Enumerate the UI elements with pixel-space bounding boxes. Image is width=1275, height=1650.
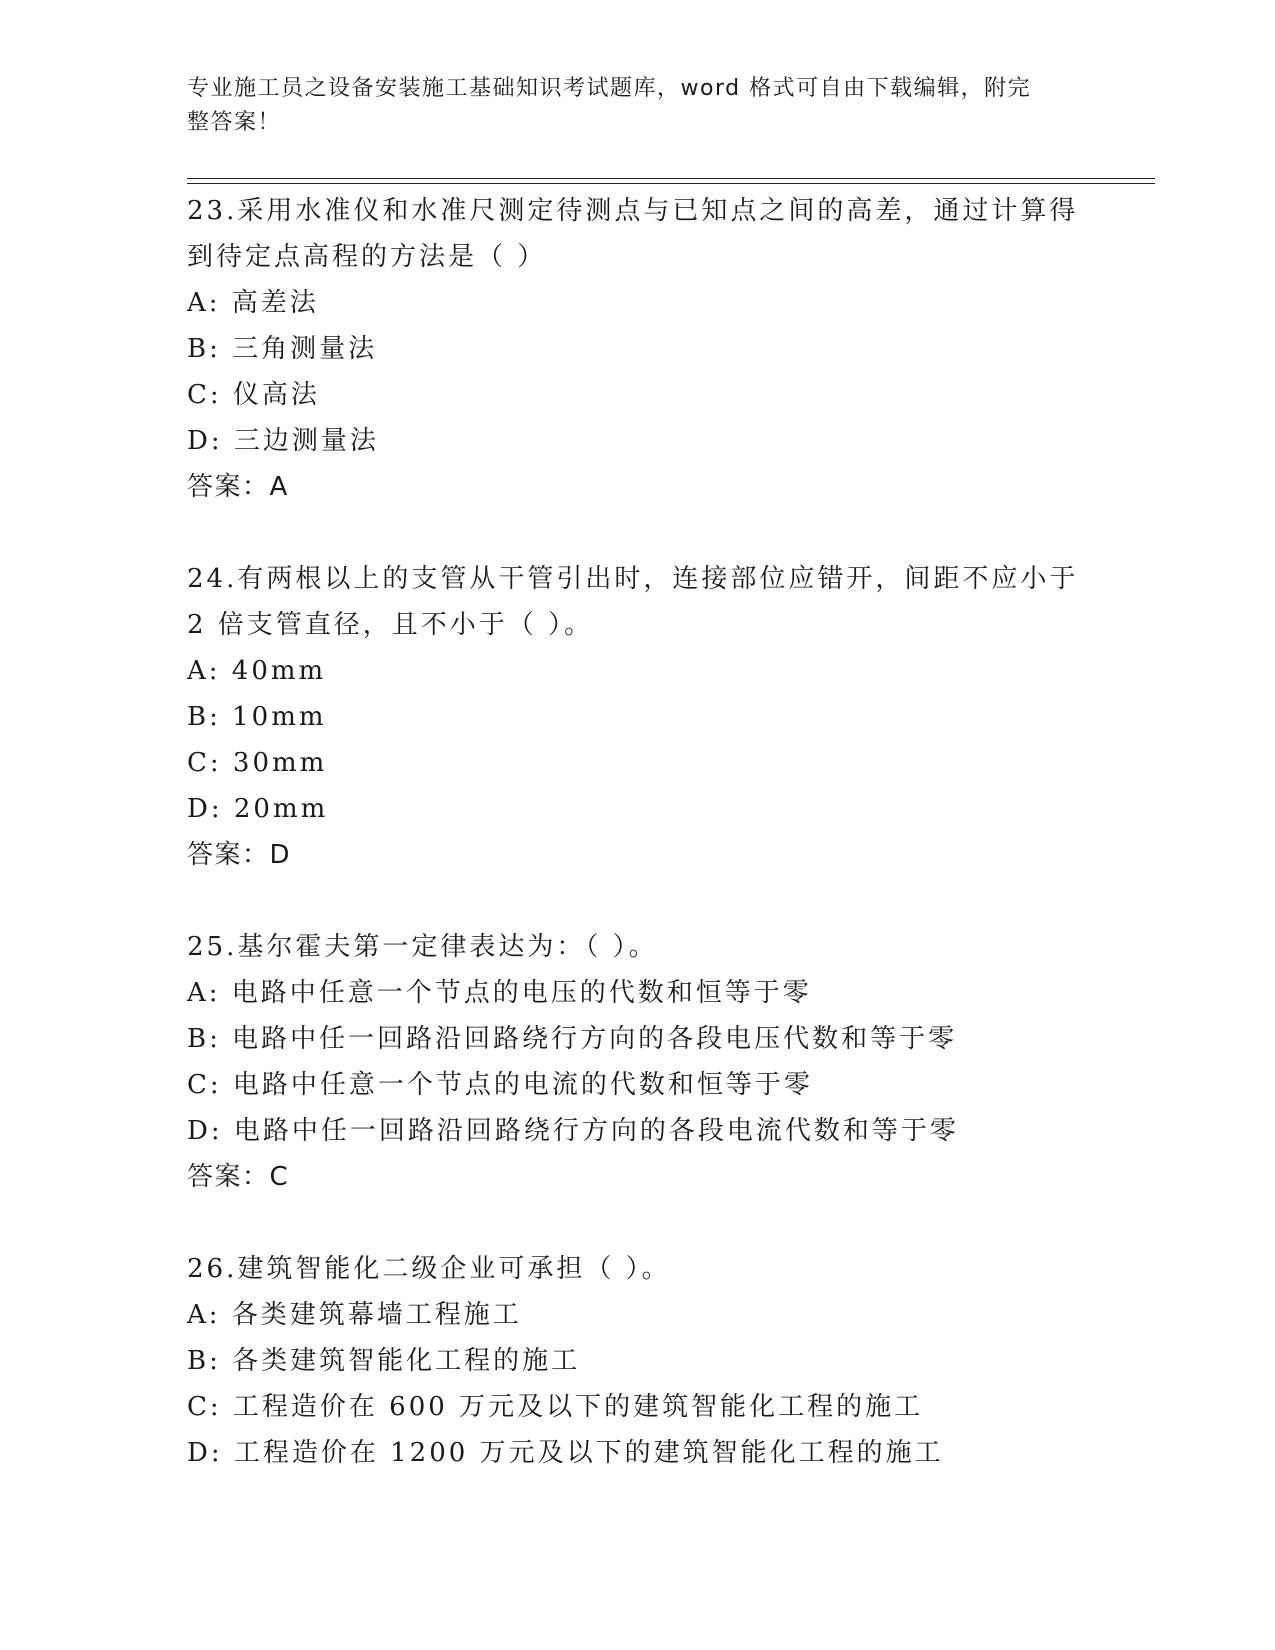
question-list — [187, 188, 1087, 1476]
option-a: A: 40mm — [187, 656, 327, 686]
option-c: C: 电路中任意一个节点的电流的代数和恒等于零 — [187, 1070, 813, 1100]
question-stem-line: 24.有两根以上的支管从干管引出时，连接部位应错开，间距不应小于 — [187, 564, 1079, 594]
option-d: D: 工程造价在 1200 万元及以下的建筑智能化工程的施工 — [187, 1438, 944, 1468]
question-stem-line: 25.基尔霍夫第一定律表达为：（ ）。 — [187, 932, 658, 962]
option-a: A: 高差法 — [187, 288, 319, 318]
question-23 — [187, 188, 1087, 510]
answer-line: 答案：C — [187, 1162, 290, 1192]
header-line-2: 整答案！ — [187, 110, 282, 135]
answer-line: 答案：A — [187, 472, 289, 502]
question-24 — [187, 556, 1087, 878]
question-stem-line: 26.建筑智能化二级企业可承担（ ）。 — [187, 1254, 671, 1284]
document-header — [187, 72, 1067, 140]
option-c: C: 仪高法 — [187, 380, 320, 410]
question-25 — [187, 924, 1087, 1200]
question-spacer — [187, 1200, 1087, 1246]
option-b: B: 三角测量法 — [187, 334, 378, 364]
header-line-1: 专业施工员之设备安装施工基础知识考试题库，word 格式可自由下载编辑，附完 — [187, 76, 1032, 101]
question-stem-line: 23.采用水准仪和水准尺测定待测点与已知点之间的高差，通过计算得 — [187, 196, 1079, 226]
question-stem-line: 2 倍支管直径，且不小于（ ）。 — [187, 610, 594, 640]
question-stem-line: 到待定点高程的方法是（ ） — [187, 242, 547, 272]
question-26 — [187, 1246, 1087, 1476]
option-d: D: 20mm — [187, 794, 329, 824]
option-c: C: 30mm — [187, 748, 328, 778]
option-b: B: 各类建筑智能化工程的施工 — [187, 1346, 581, 1376]
option-a: A: 电路中任意一个节点的电压的代数和恒等于零 — [187, 978, 812, 1008]
header-divider-top — [187, 178, 1155, 179]
option-d: D: 三边测量法 — [187, 426, 379, 456]
answer-line: 答案：D — [187, 840, 292, 870]
option-c: C: 工程造价在 600 万元及以下的建筑智能化工程的施工 — [187, 1392, 924, 1422]
header-divider-bottom — [187, 183, 1155, 184]
question-spacer — [187, 878, 1087, 924]
option-d: D: 电路中任一回路沿回路绕行方向的各段电流代数和等于零 — [187, 1116, 959, 1146]
question-spacer — [187, 510, 1087, 556]
option-a: A: 各类建筑幕墙工程施工 — [187, 1300, 522, 1330]
option-b: B: 10mm — [187, 702, 327, 732]
option-b: B: 电路中任一回路沿回路绕行方向的各段电压代数和等于零 — [187, 1024, 958, 1054]
